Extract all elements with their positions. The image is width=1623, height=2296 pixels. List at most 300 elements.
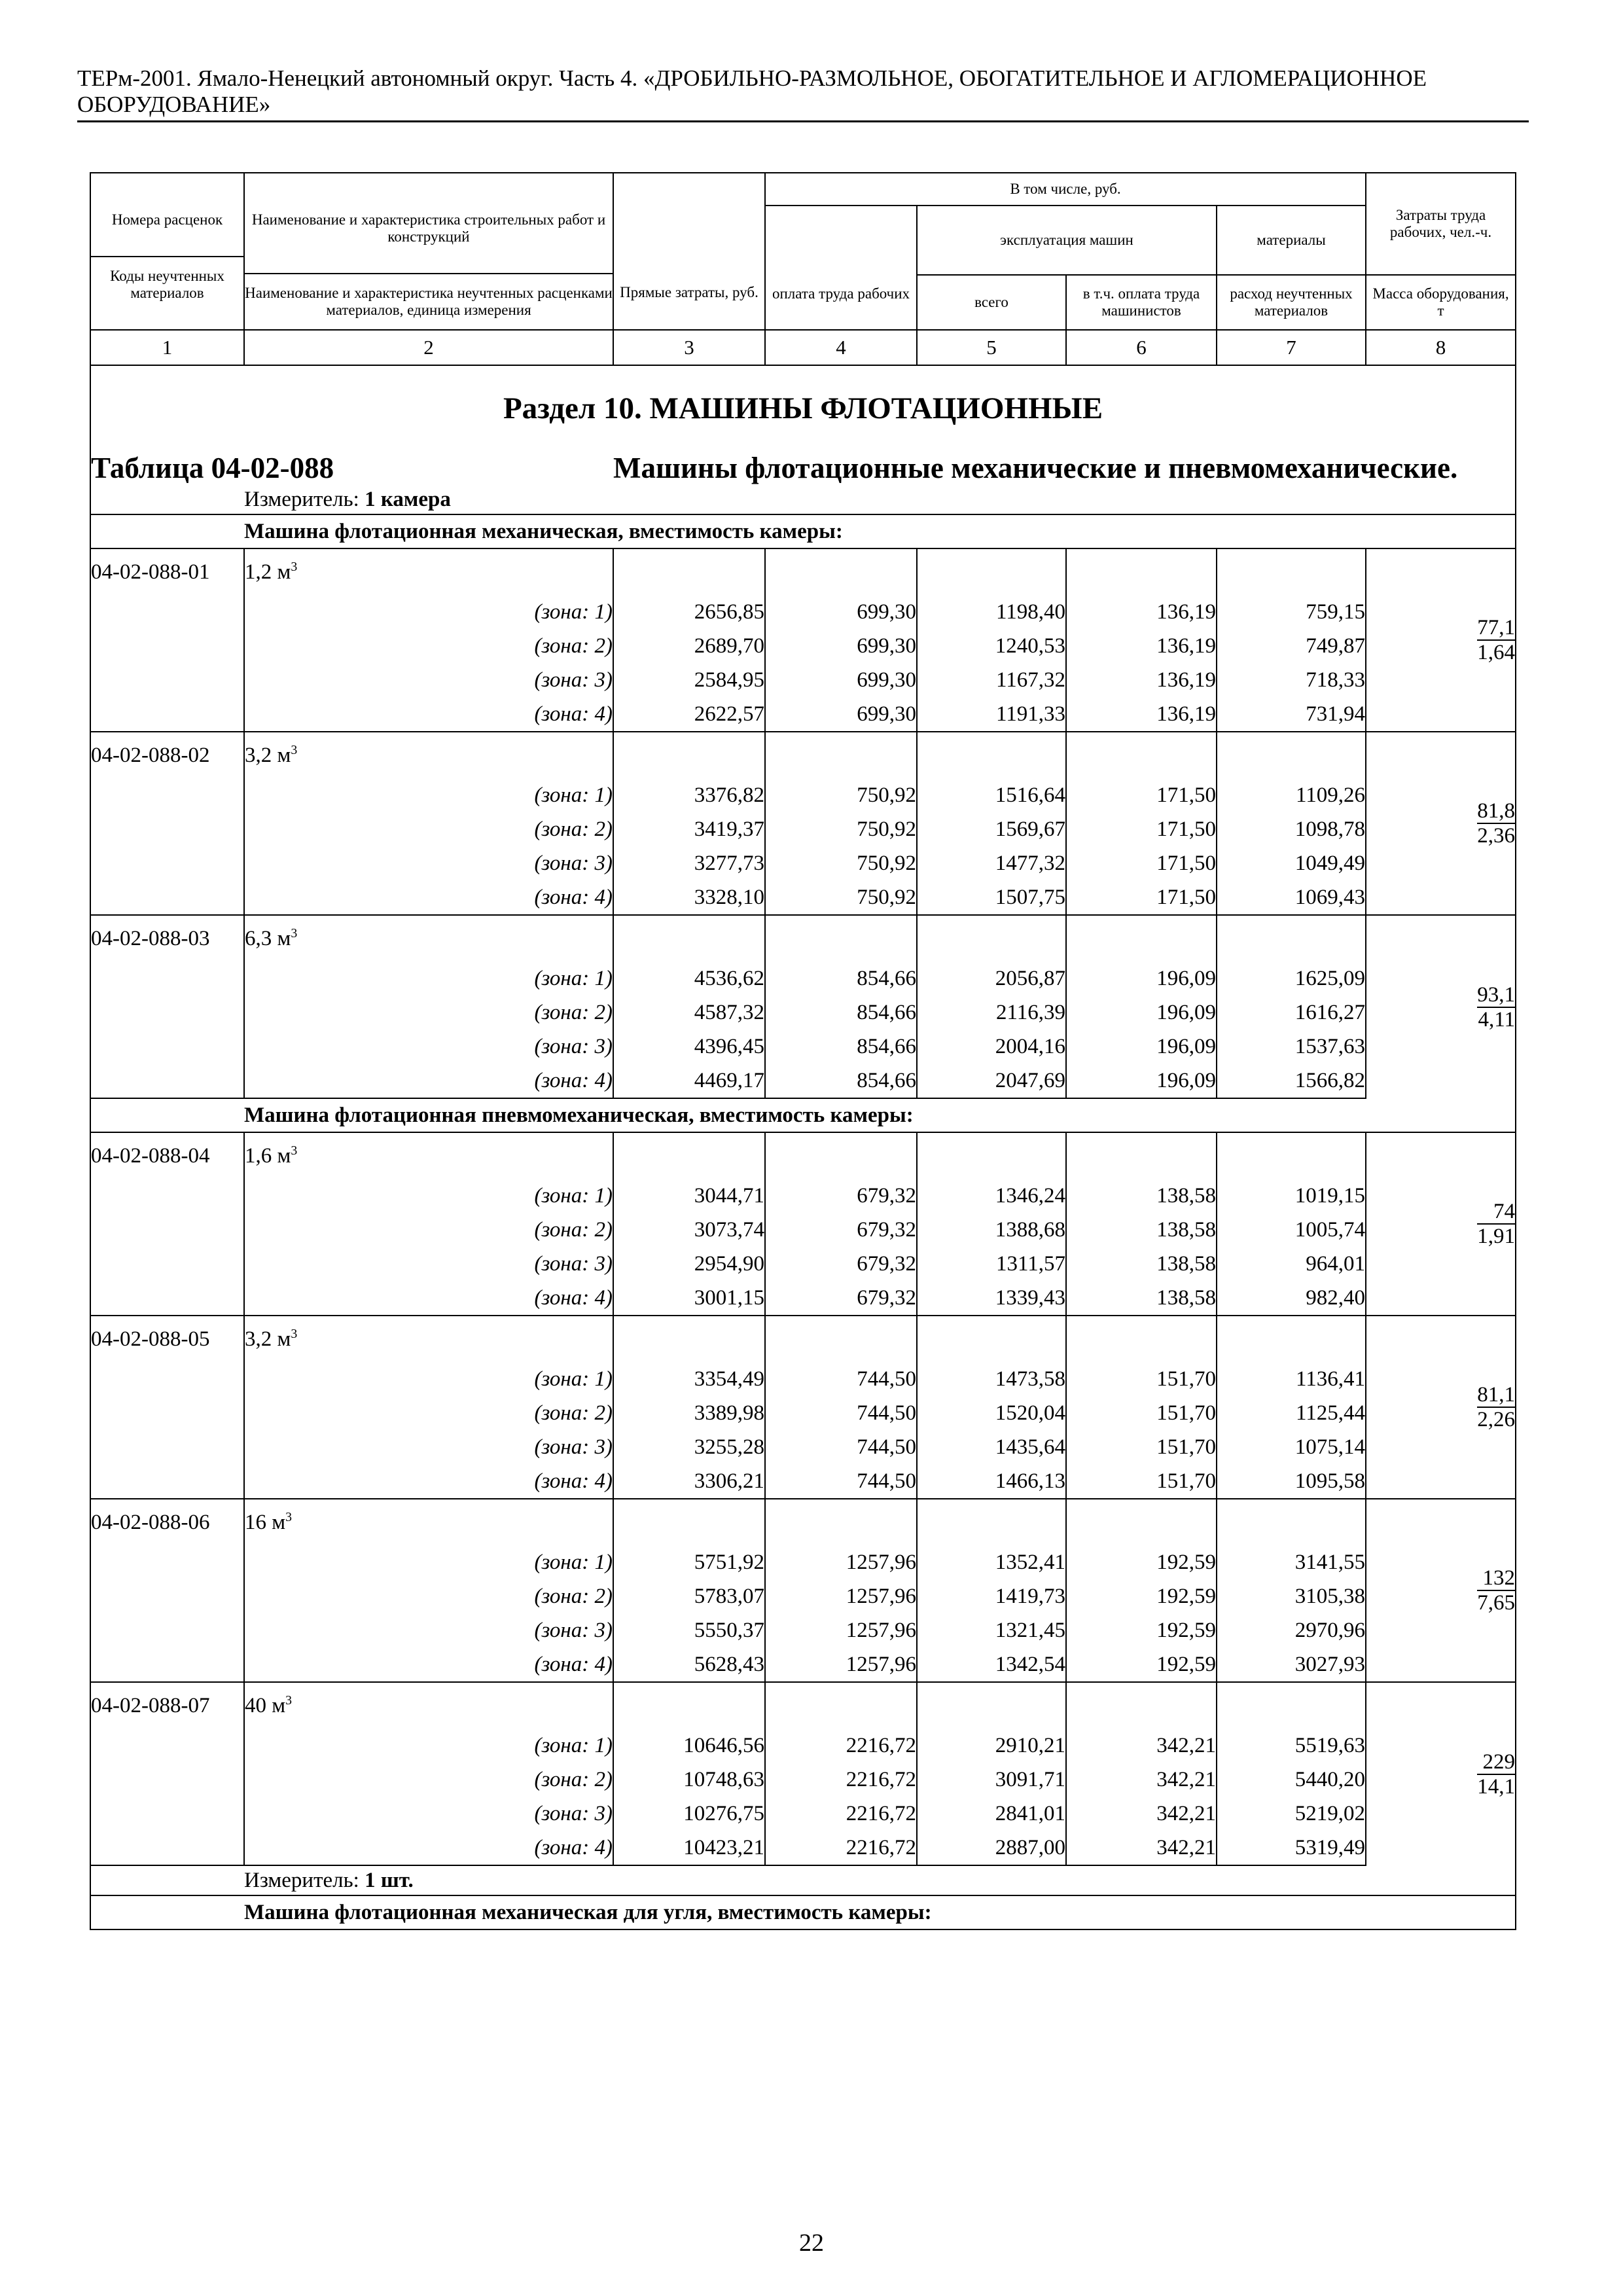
empty-cell bbox=[917, 1316, 1066, 1362]
zone-label: (зона: 2) bbox=[244, 812, 613, 846]
rate-volume: 3,2 bbox=[245, 1327, 272, 1351]
machines-pay: 342,21 bbox=[1066, 1797, 1217, 1831]
machines-pay: 138,58 bbox=[1066, 1281, 1217, 1316]
direct-cost: 3328,10 bbox=[613, 880, 765, 915]
direct-cost: 10276,75 bbox=[613, 1797, 765, 1831]
labor-pay: 679,32 bbox=[765, 1281, 917, 1316]
machines-pay: 138,58 bbox=[1066, 1247, 1217, 1281]
labor-pay: 679,32 bbox=[765, 1179, 917, 1213]
empty-cell bbox=[1217, 1132, 1366, 1179]
machines-total: 1520,04 bbox=[917, 1396, 1066, 1430]
empty-cell bbox=[1217, 1316, 1366, 1362]
labor-cost-value: 74 bbox=[1477, 1200, 1515, 1225]
machines-pay: 151,70 bbox=[1066, 1430, 1217, 1464]
col-codes-top: Номера расценок bbox=[91, 173, 243, 257]
code-spacer bbox=[90, 663, 244, 697]
col-direct-costs: Прямые затраты, руб. bbox=[613, 173, 765, 330]
labor-cost-value: 81,8 bbox=[1477, 799, 1516, 823]
materials: 1616,27 bbox=[1217, 996, 1366, 1030]
labor-pay: 750,92 bbox=[765, 778, 917, 812]
materials: 1069,43 bbox=[1217, 880, 1366, 915]
direct-cost: 3277,73 bbox=[613, 846, 765, 880]
machines-total: 2116,39 bbox=[917, 996, 1066, 1030]
labor-pay: 750,92 bbox=[765, 846, 917, 880]
rate-unit-power: 3 bbox=[291, 1143, 298, 1158]
zone-label: (зона: 3) bbox=[244, 846, 613, 880]
mass-value: 2,26 bbox=[1477, 1408, 1516, 1431]
mass-value: 2,36 bbox=[1477, 824, 1516, 848]
code-spacer bbox=[90, 1247, 244, 1281]
zone-label: (зона: 1) bbox=[244, 1729, 613, 1763]
machines-total: 1198,40 bbox=[917, 595, 1066, 629]
header-rule bbox=[77, 120, 1529, 122]
machines-total: 2887,00 bbox=[917, 1831, 1066, 1865]
labor-mass bbox=[1366, 1499, 1516, 1682]
column-numbers-row bbox=[90, 330, 1516, 365]
col-names-bottom: Наименование и характеристика неучтенных расценками материалов, единица измерения bbox=[245, 285, 613, 318]
machines-total: 1569,67 bbox=[917, 812, 1066, 846]
code-spacer bbox=[90, 1763, 244, 1797]
zone-label: (зона: 1) bbox=[244, 1362, 613, 1396]
mass-value: 1,64 bbox=[1477, 641, 1516, 664]
labor-pay: 744,50 bbox=[765, 1430, 917, 1464]
machines-total: 1477,32 bbox=[917, 846, 1066, 880]
direct-cost: 2584,95 bbox=[613, 663, 765, 697]
labor-pay: 854,66 bbox=[765, 961, 917, 996]
direct-cost: 10748,63 bbox=[613, 1763, 765, 1797]
labor-over-mass bbox=[1477, 1750, 1515, 1799]
document-header: ТЕРм-2001. Ямало-Ненецкий автономный округ. Часть 4. «ДРОБИЛЬНО-РАЗМОЛЬНОЕ, ОБОГАТИТЕЛЬНОЕ И АГЛОМЕРАЦИОННОЕ ОБОРУДОВАНИЕ» bbox=[77, 65, 1427, 117]
empty-cell bbox=[613, 1132, 765, 1179]
zone-label: (зона: 1) bbox=[244, 1545, 613, 1579]
empty-cell bbox=[765, 1682, 917, 1729]
labor-pay: 2216,72 bbox=[765, 1831, 917, 1865]
labor-pay: 744,50 bbox=[765, 1464, 917, 1499]
machines-pay: 151,70 bbox=[1066, 1464, 1217, 1499]
direct-cost: 3306,21 bbox=[613, 1464, 765, 1499]
rate-unit-power: 3 bbox=[291, 742, 298, 757]
code-spacer bbox=[90, 1430, 244, 1464]
direct-cost: 4587,32 bbox=[613, 996, 765, 1030]
materials: 5319,49 bbox=[1217, 1831, 1366, 1865]
materials: 964,01 bbox=[1217, 1247, 1366, 1281]
zone-label: (зона: 4) bbox=[244, 1647, 613, 1682]
empty-cell bbox=[1066, 1682, 1217, 1729]
rate-volume: 3,2 bbox=[245, 743, 272, 767]
group-heading-3: Машина флотационная механическая для угля, вместимость камеры: bbox=[244, 1895, 1516, 1929]
column-number: 5 bbox=[917, 330, 1066, 365]
direct-cost: 3073,74 bbox=[613, 1213, 765, 1247]
zone-label: (зона: 1) bbox=[244, 961, 613, 996]
code-spacer bbox=[90, 961, 244, 996]
zone-label: (зона: 4) bbox=[244, 697, 613, 732]
machines-total: 1167,32 bbox=[917, 663, 1066, 697]
machines-pay: 342,21 bbox=[1066, 1763, 1217, 1797]
code-spacer bbox=[90, 595, 244, 629]
empty-cell bbox=[765, 1316, 917, 1362]
empty-cell bbox=[613, 1682, 765, 1729]
labor-cost-value: 81,1 bbox=[1477, 1383, 1516, 1407]
materials: 1537,63 bbox=[1217, 1030, 1366, 1064]
empty-cell bbox=[613, 1316, 765, 1362]
materials: 1095,58 bbox=[1217, 1464, 1366, 1499]
materials: 1566,82 bbox=[1217, 1064, 1366, 1098]
labor-cost-value: 132 bbox=[1477, 1566, 1515, 1591]
rate-name bbox=[244, 732, 613, 778]
labor-pay: 699,30 bbox=[765, 697, 917, 732]
labor-over-mass bbox=[1477, 616, 1515, 664]
empty-cell bbox=[917, 915, 1066, 961]
labor-mass bbox=[1366, 1682, 1516, 1865]
code-spacer bbox=[90, 1613, 244, 1647]
labor-mass bbox=[1366, 915, 1516, 1098]
empty-cell bbox=[917, 1499, 1066, 1545]
direct-cost: 10423,21 bbox=[613, 1831, 765, 1865]
machines-total: 1191,33 bbox=[917, 697, 1066, 732]
measure-row-1 bbox=[244, 485, 1516, 514]
labor-pay: 854,66 bbox=[765, 1030, 917, 1064]
empty-cell bbox=[1066, 732, 1217, 778]
col-materials: материалы bbox=[1217, 206, 1366, 275]
labor-mass bbox=[1366, 548, 1516, 732]
rate-code: 04-02-088-04 bbox=[90, 1132, 244, 1179]
machines-pay: 138,58 bbox=[1066, 1213, 1217, 1247]
empty-cell bbox=[1217, 1682, 1366, 1729]
zone-label: (зона: 1) bbox=[244, 1179, 613, 1213]
labor-pay: 1257,96 bbox=[765, 1545, 917, 1579]
code-spacer bbox=[90, 1464, 244, 1499]
machines-pay: 192,59 bbox=[1066, 1545, 1217, 1579]
labor-mass bbox=[1366, 1132, 1516, 1316]
zone-label: (зона: 2) bbox=[244, 1579, 613, 1613]
labor-pay: 744,50 bbox=[765, 1362, 917, 1396]
column-number: 2 bbox=[244, 330, 613, 365]
code-spacer bbox=[90, 1797, 244, 1831]
table-number: Таблица 04-02-088 bbox=[90, 451, 613, 485]
empty-cell bbox=[1066, 915, 1217, 961]
materials: 1625,09 bbox=[1217, 961, 1366, 996]
zone-label: (зона: 4) bbox=[244, 1464, 613, 1499]
code-spacer bbox=[90, 1064, 244, 1098]
col-codes bbox=[90, 173, 244, 330]
direct-cost: 3419,37 bbox=[613, 812, 765, 846]
rate-unit: м bbox=[277, 1327, 291, 1351]
materials: 982,40 bbox=[1217, 1281, 1366, 1316]
empty-cell bbox=[1066, 548, 1217, 595]
empty-cell bbox=[1217, 548, 1366, 595]
machines-pay: 342,21 bbox=[1066, 1729, 1217, 1763]
group-heading-3-spacer bbox=[90, 1895, 244, 1929]
machines-total: 1342,54 bbox=[917, 1647, 1066, 1682]
machines-total: 1419,73 bbox=[917, 1579, 1066, 1613]
column-number: 8 bbox=[1366, 330, 1516, 365]
rate-unit-power: 3 bbox=[291, 559, 298, 574]
rate-volume: 1,6 bbox=[245, 1143, 272, 1168]
labor-pay: 699,30 bbox=[765, 663, 917, 697]
machines-total: 1388,68 bbox=[917, 1213, 1066, 1247]
empty-cell bbox=[917, 1132, 1066, 1179]
machines-pay: 171,50 bbox=[1066, 812, 1217, 846]
rate-code: 04-02-088-01 bbox=[90, 548, 244, 595]
zone-label: (зона: 1) bbox=[244, 778, 613, 812]
direct-cost: 3001,15 bbox=[613, 1281, 765, 1316]
direct-cost: 5550,37 bbox=[613, 1613, 765, 1647]
labor-pay: 699,30 bbox=[765, 595, 917, 629]
code-spacer bbox=[90, 629, 244, 663]
rate-name bbox=[244, 1682, 613, 1729]
direct-cost: 10646,56 bbox=[613, 1729, 765, 1763]
empty-cell bbox=[613, 732, 765, 778]
mass-value: 7,65 bbox=[1477, 1591, 1516, 1615]
machines-total: 1346,24 bbox=[917, 1179, 1066, 1213]
code-spacer bbox=[90, 996, 244, 1030]
empty-cell bbox=[765, 732, 917, 778]
empty-cell bbox=[1066, 1132, 1217, 1179]
empty-cell bbox=[613, 1499, 765, 1545]
mass-value: 4,11 bbox=[1478, 1007, 1516, 1031]
zone-label: (зона: 3) bbox=[244, 1613, 613, 1647]
machines-total: 1516,64 bbox=[917, 778, 1066, 812]
rate-unit: м bbox=[277, 1143, 291, 1168]
machines-total: 1466,13 bbox=[917, 1464, 1066, 1499]
labor-pay: 854,66 bbox=[765, 1064, 917, 1098]
materials: 1019,15 bbox=[1217, 1179, 1366, 1213]
code-spacer bbox=[90, 1362, 244, 1396]
direct-cost: 5628,43 bbox=[613, 1647, 765, 1682]
empty-cell bbox=[917, 732, 1066, 778]
machines-pay: 171,50 bbox=[1066, 880, 1217, 915]
col-names bbox=[244, 173, 613, 330]
direct-cost: 2622,57 bbox=[613, 697, 765, 732]
empty-cell bbox=[1217, 732, 1366, 778]
materials: 1049,49 bbox=[1217, 846, 1366, 880]
materials: 3027,93 bbox=[1217, 1647, 1366, 1682]
materials: 1005,74 bbox=[1217, 1213, 1366, 1247]
rate-unit: м bbox=[272, 1693, 286, 1717]
empty-cell bbox=[1066, 1499, 1217, 1545]
empty-cell bbox=[765, 548, 917, 595]
measure-value: 1 камера bbox=[365, 487, 451, 511]
col-machines: эксплуатация машин bbox=[917, 206, 1217, 275]
zone-label: (зона: 3) bbox=[244, 663, 613, 697]
mass-value: 14,1 bbox=[1477, 1774, 1516, 1799]
labor-mass bbox=[1366, 1316, 1516, 1499]
empty-cell bbox=[1217, 1499, 1366, 1545]
direct-cost: 4469,17 bbox=[613, 1064, 765, 1098]
rate-name bbox=[244, 915, 613, 961]
machines-pay: 196,09 bbox=[1066, 1064, 1217, 1098]
column-number: 1 bbox=[90, 330, 244, 365]
labor-over-mass bbox=[1477, 1566, 1515, 1615]
materials: 731,94 bbox=[1217, 697, 1366, 732]
zone-label: (зона: 2) bbox=[244, 1763, 613, 1797]
labor-pay: 1257,96 bbox=[765, 1613, 917, 1647]
rate-volume: 1,2 bbox=[245, 560, 272, 584]
empty-cell bbox=[1066, 1316, 1217, 1362]
code-spacer bbox=[90, 1729, 244, 1763]
mass-value: 1,91 bbox=[1477, 1225, 1516, 1248]
machines-pay: 171,50 bbox=[1066, 778, 1217, 812]
labor-pay: 750,92 bbox=[765, 812, 917, 846]
direct-cost: 3376,82 bbox=[613, 778, 765, 812]
measure-label: Измеритель: bbox=[244, 487, 359, 511]
labor-pay: 854,66 bbox=[765, 996, 917, 1030]
machines-pay: 196,09 bbox=[1066, 961, 1217, 996]
labor-over-mass bbox=[1477, 799, 1515, 848]
machines-total: 2841,01 bbox=[917, 1797, 1066, 1831]
direct-cost: 2689,70 bbox=[613, 629, 765, 663]
materials: 1098,78 bbox=[1217, 812, 1366, 846]
machines-total: 1352,41 bbox=[917, 1545, 1066, 1579]
machines-pay: 196,09 bbox=[1066, 996, 1217, 1030]
zone-label: (зона: 4) bbox=[244, 1281, 613, 1316]
column-number: 3 bbox=[613, 330, 765, 365]
col-materials-sub: расход неучтенных материалов bbox=[1217, 275, 1366, 330]
code-spacer bbox=[90, 1545, 244, 1579]
machines-total: 2047,69 bbox=[917, 1064, 1066, 1098]
materials: 2970,96 bbox=[1217, 1613, 1366, 1647]
labor-cost-value: 93,1 bbox=[1477, 982, 1516, 1007]
empty-cell bbox=[917, 1682, 1066, 1729]
materials: 5519,63 bbox=[1217, 1729, 1366, 1763]
direct-cost: 3354,49 bbox=[613, 1362, 765, 1396]
column-number: 4 bbox=[765, 330, 917, 365]
labor-pay: 699,30 bbox=[765, 629, 917, 663]
direct-cost: 2656,85 bbox=[613, 595, 765, 629]
col-codes-bottom: Коды неучтенных материалов bbox=[110, 268, 224, 301]
labor-pay: 2216,72 bbox=[765, 1797, 917, 1831]
labor-over-mass bbox=[1477, 983, 1515, 1031]
col-mass: Масса оборудования, т bbox=[1366, 275, 1516, 330]
machines-total: 1435,64 bbox=[917, 1430, 1066, 1464]
zone-label: (зона: 2) bbox=[244, 996, 613, 1030]
group-heading-2-spacer bbox=[90, 1098, 244, 1132]
labor-mass bbox=[1366, 732, 1516, 915]
code-spacer bbox=[90, 812, 244, 846]
machines-pay: 136,19 bbox=[1066, 595, 1217, 629]
measure-row-2-spacer bbox=[90, 1865, 244, 1895]
machines-pay: 171,50 bbox=[1066, 846, 1217, 880]
rate-name bbox=[244, 1316, 613, 1362]
rate-code: 04-02-088-05 bbox=[90, 1316, 244, 1362]
materials: 3105,38 bbox=[1217, 1579, 1366, 1613]
code-spacer bbox=[90, 1579, 244, 1613]
machines-total: 1311,57 bbox=[917, 1247, 1066, 1281]
zone-label: (зона: 2) bbox=[244, 1213, 613, 1247]
labor-pay: 750,92 bbox=[765, 880, 917, 915]
rate-name bbox=[244, 1132, 613, 1179]
column-number: 7 bbox=[1217, 330, 1366, 365]
col-names-top: Наименование и характеристика строительных работ и конструкций bbox=[245, 173, 613, 274]
measure-row-2 bbox=[244, 1865, 1516, 1895]
machines-pay: 151,70 bbox=[1066, 1362, 1217, 1396]
zone-label: (зона: 3) bbox=[244, 1030, 613, 1064]
code-spacer bbox=[90, 846, 244, 880]
rate-unit-power: 3 bbox=[285, 1693, 293, 1708]
materials: 749,87 bbox=[1217, 629, 1366, 663]
empty-cell bbox=[765, 1132, 917, 1179]
direct-cost: 5783,07 bbox=[613, 1579, 765, 1613]
materials: 5440,20 bbox=[1217, 1763, 1366, 1797]
direct-cost: 3389,98 bbox=[613, 1396, 765, 1430]
direct-cost: 4396,45 bbox=[613, 1030, 765, 1064]
col-in-total: В том числе, руб. bbox=[765, 173, 1366, 206]
machines-pay: 136,19 bbox=[1066, 663, 1217, 697]
rates-table bbox=[90, 172, 1516, 1930]
column-number: 6 bbox=[1066, 330, 1217, 365]
machines-pay: 151,70 bbox=[1066, 1396, 1217, 1430]
machines-pay: 342,21 bbox=[1066, 1831, 1217, 1865]
rate-volume: 6,3 bbox=[245, 926, 272, 950]
direct-cost: 2954,90 bbox=[613, 1247, 765, 1281]
col-labor-pay: оплата труда рабочих bbox=[765, 206, 917, 330]
labor-cost-value: 229 bbox=[1477, 1750, 1515, 1775]
zone-label: (зона: 1) bbox=[244, 595, 613, 629]
code-spacer bbox=[90, 1396, 244, 1430]
rate-unit: м bbox=[277, 560, 291, 584]
materials: 1125,44 bbox=[1217, 1396, 1366, 1430]
col-labor-cost: Затраты труда рабочих, чел.-ч. bbox=[1366, 173, 1516, 275]
machines-total: 1321,45 bbox=[917, 1613, 1066, 1647]
labor-over-mass bbox=[1477, 1200, 1515, 1248]
materials: 1136,41 bbox=[1217, 1362, 1366, 1396]
materials: 1075,14 bbox=[1217, 1430, 1366, 1464]
code-spacer bbox=[90, 880, 244, 915]
measure-label: Измеритель: bbox=[244, 1868, 359, 1892]
code-spacer bbox=[90, 1179, 244, 1213]
table-title: Машины флотационные механические и пневмомеханические. bbox=[613, 451, 1516, 485]
rate-code: 04-02-088-02 bbox=[90, 732, 244, 778]
labor-cost-value: 77,1 bbox=[1477, 616, 1516, 639]
code-spacer bbox=[90, 778, 244, 812]
section-title: Раздел 10. МАШИНЫ ФЛОТАЦИОННЫЕ bbox=[90, 365, 1516, 451]
zone-label: (зона: 4) bbox=[244, 1831, 613, 1865]
direct-cost: 3255,28 bbox=[613, 1430, 765, 1464]
code-spacer bbox=[90, 697, 244, 732]
measure-row-1-spacer bbox=[90, 485, 244, 514]
rate-unit: м bbox=[277, 743, 291, 767]
col-machines-total: всего bbox=[917, 275, 1066, 330]
group-heading-2: Машина флотационная пневмомеханическая, вместимость камеры: bbox=[244, 1098, 1516, 1132]
code-spacer bbox=[90, 1281, 244, 1316]
code-spacer bbox=[90, 1647, 244, 1682]
materials: 1109,26 bbox=[1217, 778, 1366, 812]
direct-cost: 3044,71 bbox=[613, 1179, 765, 1213]
rate-name bbox=[244, 548, 613, 595]
machines-pay: 136,19 bbox=[1066, 629, 1217, 663]
page-number: 22 bbox=[799, 2229, 824, 2257]
machines-pay: 196,09 bbox=[1066, 1030, 1217, 1064]
empty-cell bbox=[1217, 915, 1366, 961]
empty-cell bbox=[613, 548, 765, 595]
labor-pay: 1257,96 bbox=[765, 1579, 917, 1613]
rate-unit-power: 3 bbox=[291, 925, 298, 941]
zone-label: (зона: 3) bbox=[244, 1797, 613, 1831]
zone-label: (зона: 4) bbox=[244, 880, 613, 915]
materials: 3141,55 bbox=[1217, 1545, 1366, 1579]
machines-total: 2910,21 bbox=[917, 1729, 1066, 1763]
rate-unit-power: 3 bbox=[285, 1509, 293, 1524]
machines-total: 1507,75 bbox=[917, 880, 1066, 915]
code-spacer bbox=[90, 1030, 244, 1064]
measure-value: 1 шт. bbox=[365, 1868, 414, 1892]
machines-total: 3091,71 bbox=[917, 1763, 1066, 1797]
labor-pay: 2216,72 bbox=[765, 1763, 917, 1797]
code-spacer bbox=[90, 1213, 244, 1247]
machines-total: 2004,16 bbox=[917, 1030, 1066, 1064]
col-machines-pay: в т.ч. оплата труда машинистов bbox=[1066, 275, 1217, 330]
machines-pay: 192,59 bbox=[1066, 1579, 1217, 1613]
